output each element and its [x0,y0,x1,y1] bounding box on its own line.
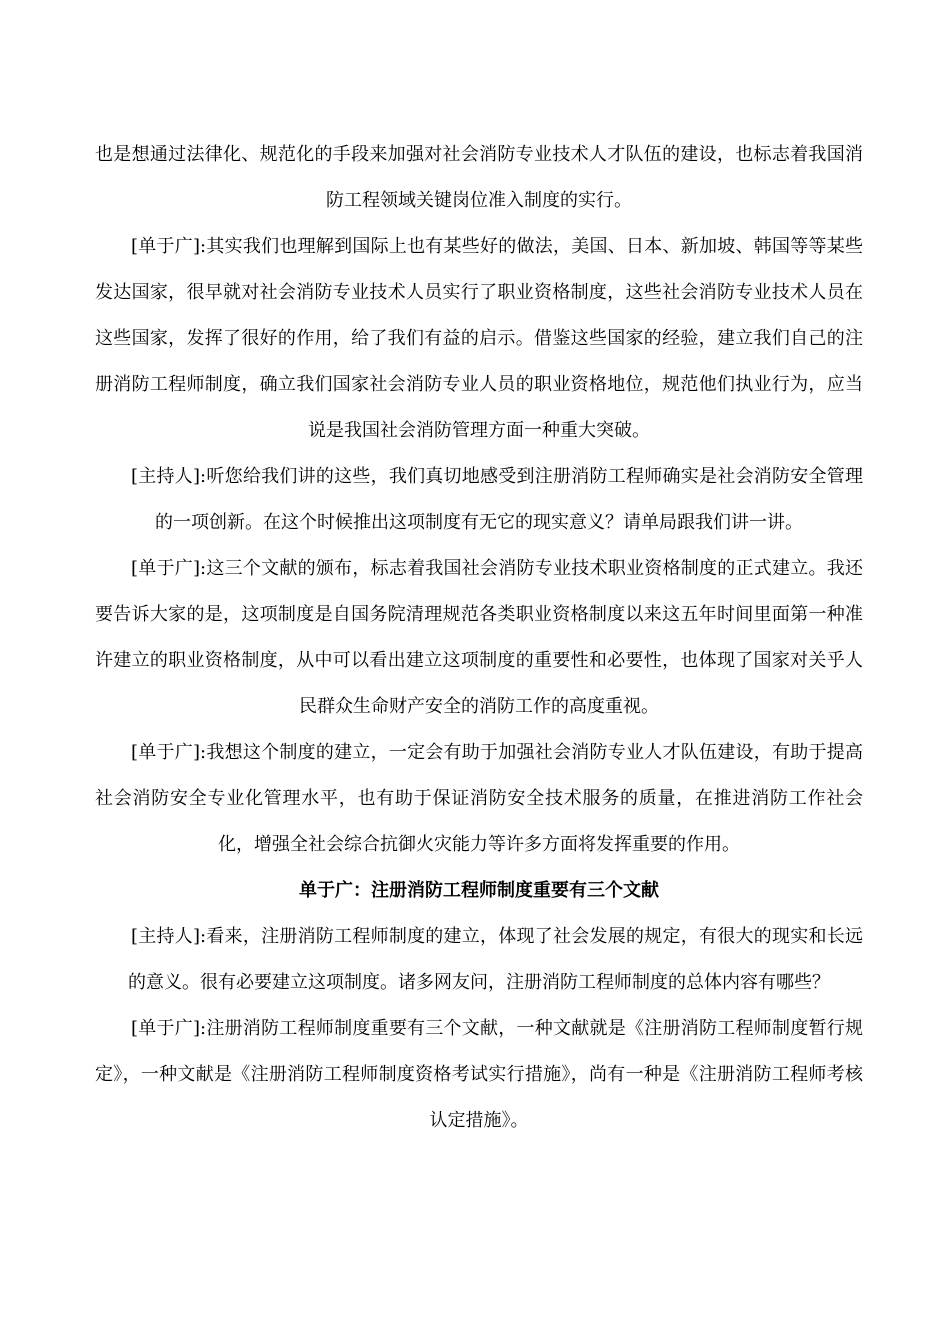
paragraph-5: [单于广]:我想这个制度的建立，一定会有助于加强社会消防专业人才队伍建设，有助于提高社会消防安全专业化管理水平，也有助于保证消防安全技术服务的质量，在推进消防工作社会化，增强全社会综合抗御火灾能力等许多方面将发挥重要的作用。 [95,742,863,855]
paragraph-4: [单于广]:这三个文献的颁布，标志着我国社会消防专业技术职业资格制度的正式建立。我还要告诉大家的是，这项制度是自国务院清理规范各类职业资格制度以来这五年时间里面第一种准许建立的职业资格制度，从中可以看出建立这项制度的重要性和必要性，也体现了国家对关乎人民群众生命财产安全的消防工作的高度重视。 [95,558,863,717]
paragraph-1: 也是想通过法律化、规范化的手段来加强对社会消防专业技术人才队伍的建设，也标志着我国消防工程领域关键岗位准入制度的实行。 [95,144,863,211]
section-heading: 单于广：注册消防工程师制度重要有三个文献 [299,880,659,901]
paragraph-2: [单于广]:其实我们也理解到国际上也有某些好的做法，美国、日本、新加坡、韩国等等某些发达国家，很早就对社会消防专业技术人员实行了职业资格制度，这些社会消防专业技术人员在这些国家，发挥了很好的作用，给了我们有益的启示。借鉴这些国家的经验，建立我们自己的注册消防工程师制度，确立我们国家社会消防专业人员的职业资格地位，规范他们执业行为，应当说是我国社会消防管理方面一种重大突破。 [95,236,863,441]
paragraph-7: [单于广]:注册消防工程师制度重要有三个文献，一种文献就是《注册消防工程师制度暂行规定》，一种文献是《注册消防工程师制度资格考试实行措施》，尚有一种是《注册消防工程师考核认定措施》。 [95,1018,863,1131]
document-page [95,132,863,1144]
paragraph-3: [主持人]:听您给我们讲的这些，我们真切地感受到注册消防工程师确实是社会消防安全管理的一项创新。在这个时候推出这项制度有无它的现实意义？请单局跟我们讲一讲。 [131,466,863,533]
paragraph-6: [主持人]:看来，注册消防工程师制度的建立，体现了社会发展的规定，有很大的现实和长远的意义。很有必要建立这项制度。诸多网友问，注册消防工程师制度的总体内容有哪些？ [128,926,863,993]
